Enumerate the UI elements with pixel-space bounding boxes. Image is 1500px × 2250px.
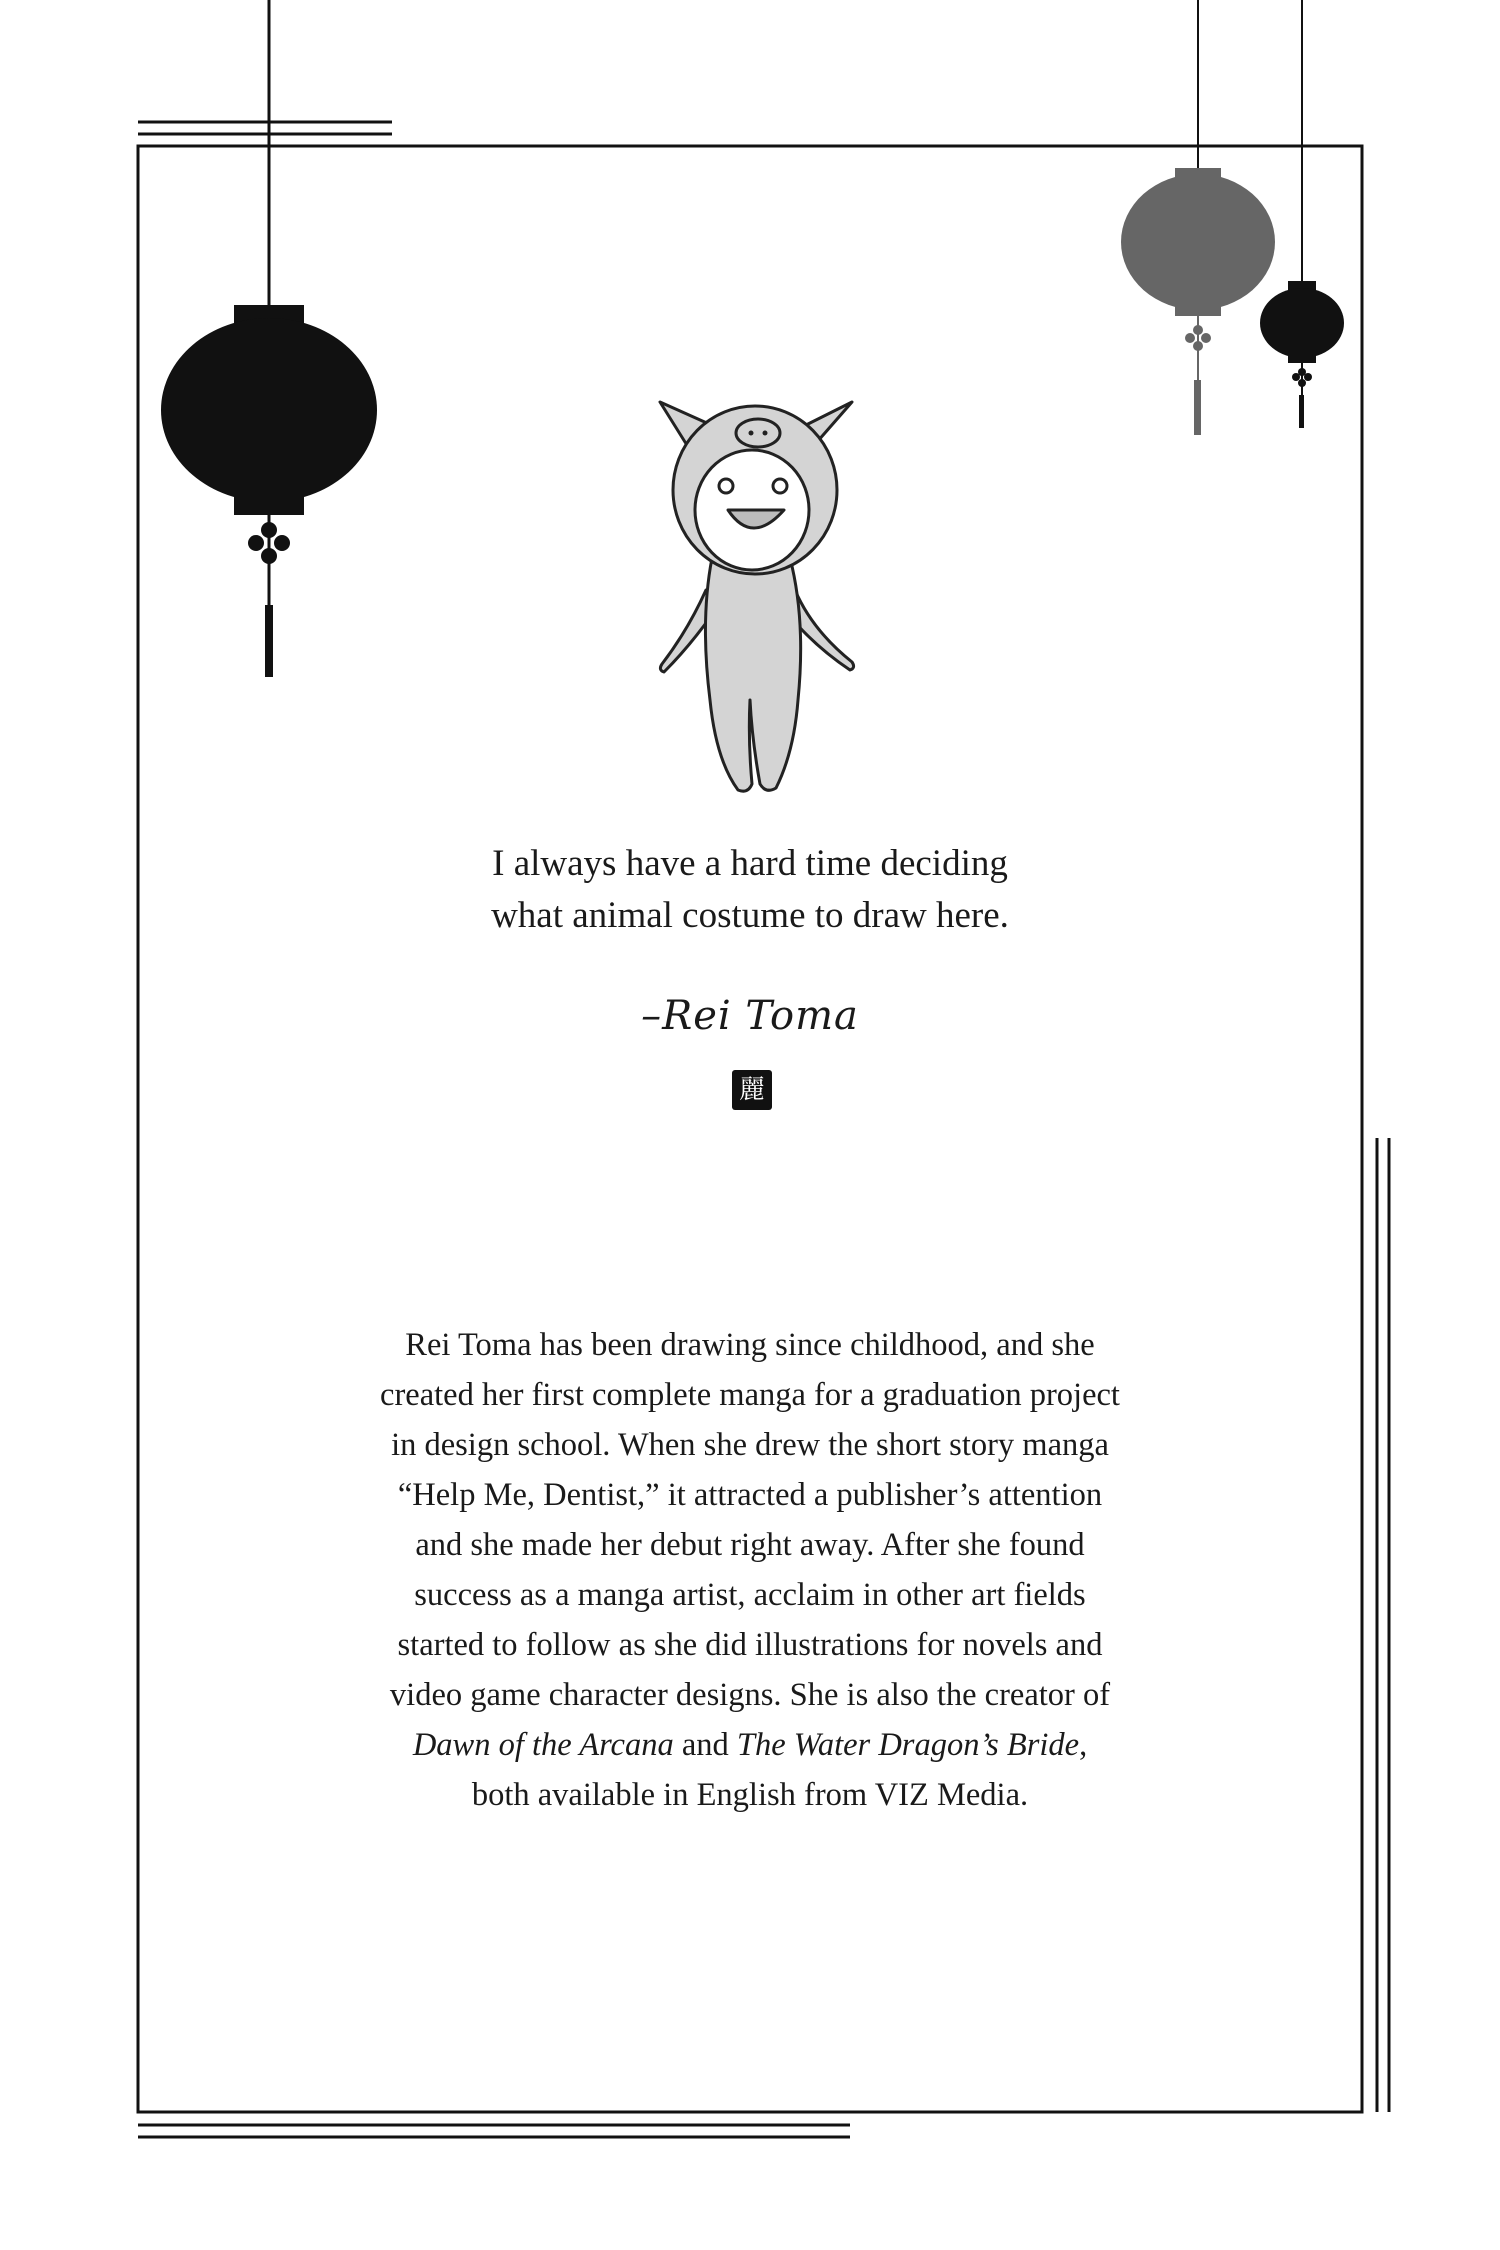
title-comma: , [1079, 1727, 1088, 1763]
bio-line: video game character designs. She is also the creator of [389, 1677, 1111, 1713]
bio-line: success as a manga artist, acclaim in other art fields [414, 1577, 1086, 1613]
author-bio [300, 1320, 1200, 1820]
artist-quote [0, 838, 1500, 942]
book-title-water-dragons-bride: The Water Dragon’s Bride [736, 1727, 1080, 1763]
bio-line: “Help Me, Dentist,” it attracted a publisher’s attention [397, 1477, 1103, 1513]
title-joiner: and [673, 1727, 737, 1763]
bio-line: started to follow as she did illustrations for novels and [397, 1627, 1103, 1663]
bio-line: and she made her debut right away. After she found [415, 1527, 1085, 1563]
quote-line-2: what animal costume to draw here. [491, 895, 1009, 936]
bio-line: in design school. When she drew the short story manga [391, 1427, 1109, 1463]
bio-line: Rei Toma has been drawing since childhood, and she [405, 1327, 1095, 1363]
gray-lantern-icon [1121, 0, 1275, 435]
top-left-rule [138, 122, 392, 134]
right-rule [1377, 1138, 1389, 2112]
bio-line: created her first complete manga for a graduation project [380, 1377, 1120, 1413]
large-black-lantern-icon [161, 0, 377, 677]
artist-seal-icon: 麗 [732, 1070, 772, 1110]
quote-line-1: I always have a hard time deciding [492, 843, 1008, 884]
pig-costume-character-icon [660, 402, 854, 791]
bio-titles-line [300, 1720, 1200, 1770]
small-black-lantern-icon [1260, 0, 1344, 428]
book-title-dawn-of-the-arcana: Dawn of the Arcana [412, 1727, 674, 1763]
bio-last-line: both available in English from VIZ Media. [471, 1777, 1029, 1813]
artist-signature: –Rei Toma [641, 993, 859, 1039]
bottom-rule [138, 2125, 850, 2137]
